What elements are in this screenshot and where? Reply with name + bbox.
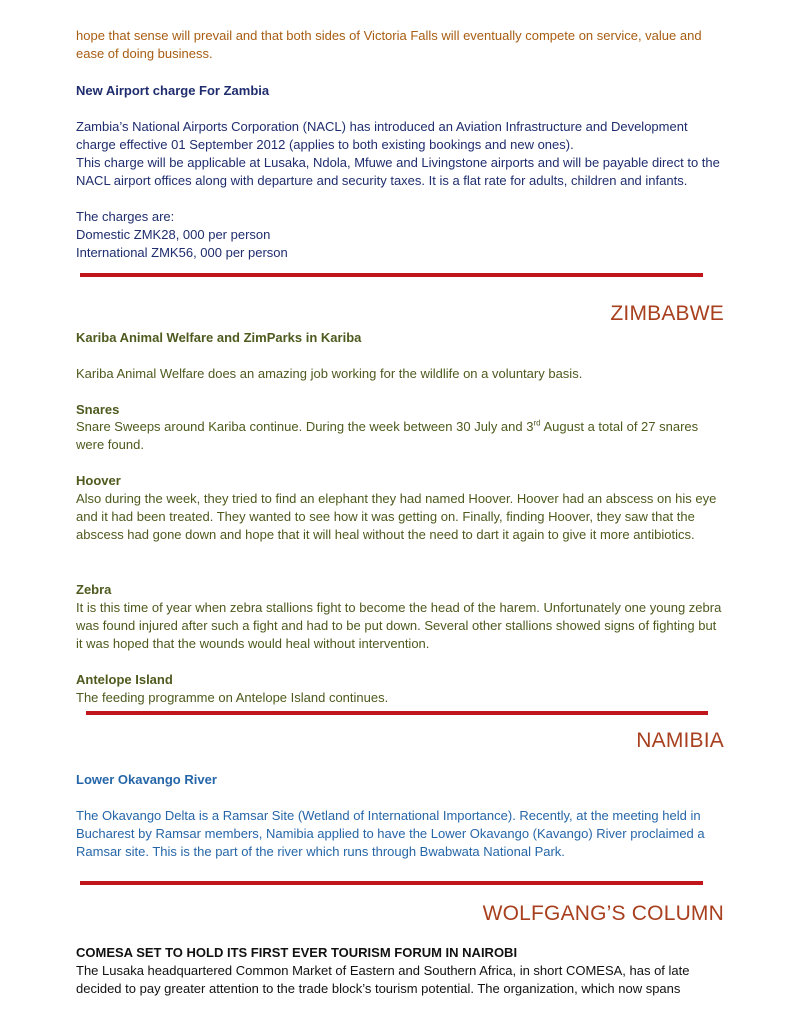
zambia-charge-international: International ZMK56, 000 per person xyxy=(76,245,288,260)
zebra-heading: Zebra xyxy=(76,582,112,597)
wolfgang-paragraph: The Lusaka headquartered Common Market of Eastern and Southern Africa, in short COMESA, has of late decided to pay greater attention to the trade block’s tourism potential. The organization, which now spans xyxy=(76,963,690,996)
antelope-paragraph: The feeding programme on Antelope Island continues. xyxy=(76,690,389,705)
section-title-wolfgang: WOLFGANG’S COLUMN xyxy=(482,902,724,925)
zambia-paragraph-2: This charge will be applicable at Lusaka, Ndola, Mfuwe and Livingstone airports and will be payable direct to the NACL airport offices along with departure and security taxes. It is a flat rate for adults, children and infants. xyxy=(76,155,720,188)
namibia-heading: Lower Okavango River xyxy=(76,772,217,787)
intro-paragraph: hope that sense will prevail and that both sides of Victoria Falls will eventually compete on service, value and ease of doing business. xyxy=(76,28,702,61)
zimbabwe-heading: Kariba Animal Welfare and ZimParks in Kariba xyxy=(76,330,362,345)
antelope-heading: Antelope Island xyxy=(76,672,173,687)
snares-paragraph xyxy=(76,418,726,454)
section-divider-wolfgang xyxy=(80,881,703,885)
section-title-zimbabwe: ZIMBABWE xyxy=(610,302,724,325)
namibia-paragraph: The Okavango Delta is a Ramsar Site (Wetland of International Importance). Recently, at the meeting held in Bucharest by Ramsar members, Namibia applied to have the Lower Okavango (Kavango) River proclaimed a Ramsar site. This is the part of the river which runs through Bwabwata National Park. xyxy=(76,808,705,859)
hoover-heading: Hoover xyxy=(76,473,121,488)
snares-heading: Snares xyxy=(76,402,120,417)
snares-superscript: rd xyxy=(533,418,541,428)
section-title-namibia: NAMIBIA xyxy=(636,729,724,752)
zebra-paragraph: It is this time of year when zebra stallions fight to become the head of the harem. Unfortunately one young zebra was found injured after such a fight and had to be put down. Several other stallions showed signs of fighting but it was hoped that the wounds would heal without intervention. xyxy=(76,600,722,651)
zambia-heading: New Airport charge For Zambia xyxy=(76,83,270,98)
zimbabwe-intro: Kariba Animal Welfare does an amazing job working for the wildlife on a voluntary basis. xyxy=(76,366,583,381)
snares-text-after: August a total of 27 snares were found. xyxy=(76,419,699,452)
section-divider-namibia xyxy=(86,711,708,715)
snares-text-before: Snare Sweeps around Kariba continue. During the week between 30 July and 3 xyxy=(76,419,534,434)
hoover-paragraph: Also during the week, they tried to find an elephant they had named Hoover. Hoover had an abscess on his eye and it had been treated. They wanted to see how it was getting on. Finally, finding Hoover, they saw that the abscess had gone down and hope that it will heal without the need to dart it again to give it more antibiotics. xyxy=(76,491,717,542)
wolfgang-heading: COMESA SET TO HOLD ITS FIRST EVER TOURISM FORUM IN NAIROBI xyxy=(76,945,518,960)
section-divider-zimbabwe xyxy=(80,273,703,277)
zambia-paragraph-1: Zambia’s National Airports Corporation (NACL) has introduced an Aviation Infrastructure and Development charge effective 01 September 2012 (applies to both existing bookings and new ones). xyxy=(76,119,688,152)
zambia-charges-intro: The charges are: xyxy=(76,209,175,224)
zambia-charge-domestic: Domestic ZMK28, 000 per person xyxy=(76,227,271,242)
